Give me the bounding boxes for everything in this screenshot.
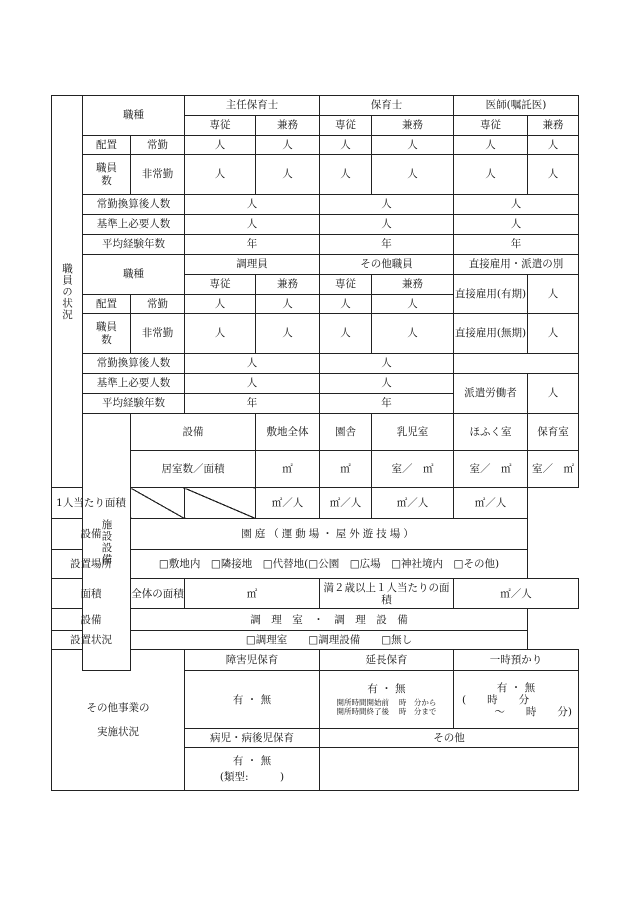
- fulltime-label: 常勤: [131, 295, 185, 314]
- required-label: 基準上必要人数: [83, 215, 185, 235]
- col-building: 園舎: [320, 414, 372, 451]
- fte-field[interactable]: 人: [320, 354, 454, 374]
- kitchen-options[interactable]: □調理室 □調理設備 □無し: [131, 631, 528, 650]
- sub-dedicated: 専従: [320, 275, 372, 295]
- fulltime-field[interactable]: 人: [372, 136, 454, 155]
- experience-label: 平均経験年数: [83, 394, 185, 414]
- location-label: 設置場所: [52, 550, 131, 579]
- na-cell: [131, 488, 185, 519]
- sub-dedicated: 専従: [185, 116, 256, 136]
- fulltime-field[interactable]: 人: [185, 136, 256, 155]
- disabled-care-head: 障害児保育: [185, 650, 320, 671]
- parttime-field[interactable]: 人: [185, 155, 256, 195]
- sub-dedicated: 専従: [320, 116, 372, 136]
- dispatch-label: 派遣労働者: [454, 374, 528, 414]
- sick-child-care-head: 病児・病後児保育: [185, 729, 320, 748]
- job-type-header-2: 職種: [83, 255, 185, 295]
- facility-section-label: 施設設備: [83, 414, 131, 671]
- parttime-field[interactable]: 人: [320, 155, 372, 195]
- temporary-care-field[interactable]: 有 ・ 無 ( 時 分 〜 時 分): [454, 671, 579, 729]
- sub-concurrent: 兼務: [372, 275, 454, 295]
- fte-field[interactable]: 人: [185, 354, 320, 374]
- sub-concurrent: 兼務: [256, 275, 320, 295]
- direct-permanent-label: 直接雇用(無期): [454, 314, 528, 354]
- dispatch-field[interactable]: 人: [528, 374, 579, 414]
- fulltime-field[interactable]: 人: [256, 295, 320, 314]
- experience-field[interactable]: 年: [320, 235, 454, 255]
- required-field[interactable]: 人: [320, 215, 454, 235]
- extended-care-head: 延長保育: [320, 650, 454, 671]
- parttime-label: 非常勤: [131, 155, 185, 195]
- fulltime-field[interactable]: 人: [185, 295, 256, 314]
- fulltime-label: 常勤: [131, 136, 185, 155]
- fulltime-field[interactable]: 人: [454, 136, 528, 155]
- equipment-label: 設備: [52, 519, 131, 550]
- haichi-label: 配置: [83, 136, 131, 155]
- experience-field[interactable]: 年: [454, 235, 579, 255]
- fte-field[interactable]: 人: [320, 195, 454, 215]
- temporary-care-head: 一時預かり: [454, 650, 579, 671]
- rooms-area-label: 居室数／面積: [131, 451, 256, 488]
- fte-field[interactable]: 人: [454, 195, 579, 215]
- staff-count-label: 職員 数: [83, 155, 131, 195]
- crawling-room-field[interactable]: 室／ ㎡: [454, 451, 528, 488]
- location-options[interactable]: □敷地内 □隣接地 □代替地(□公園 □広場 □神社境内 □その他): [131, 550, 528, 579]
- direct-fixed-term-field[interactable]: 人: [528, 275, 579, 314]
- fte-field[interactable]: 人: [185, 195, 320, 215]
- disabled-care-field[interactable]: 有 ・ 無: [185, 671, 320, 729]
- fulltime-field[interactable]: 人: [372, 295, 454, 314]
- required-field[interactable]: 人: [185, 374, 320, 394]
- sub-concurrent: 兼務: [528, 116, 579, 136]
- per-person-field[interactable]: ㎡／人: [454, 488, 528, 519]
- role-head-nursery: 保育士: [320, 96, 454, 116]
- other-head: その他: [320, 729, 579, 748]
- over2-area-field[interactable]: ㎡／人: [454, 579, 579, 609]
- direct-fixed-term-label: 直接雇用(有期): [454, 275, 528, 314]
- per-person-field[interactable]: ㎡／人: [372, 488, 454, 519]
- role-head-other: その他職員: [320, 255, 454, 275]
- col-crawling-room: ほふく室: [454, 414, 528, 451]
- per-person-field[interactable]: ㎡／人: [320, 488, 372, 519]
- garden-title: 園庭（運動場・屋外遊技場）: [131, 519, 528, 550]
- total-area-field[interactable]: ㎡: [185, 579, 320, 609]
- fte-label: 常勤換算後人数: [83, 354, 185, 374]
- experience-field[interactable]: 年: [185, 394, 320, 414]
- fte-label: 常勤換算後人数: [83, 195, 185, 215]
- haichi-label: 配置: [83, 295, 131, 314]
- parttime-field[interactable]: 人: [256, 155, 320, 195]
- site-area-field[interactable]: ㎡: [256, 451, 320, 488]
- sick-child-care-field[interactable]: 有 ・ 無 (類型: ): [185, 748, 320, 791]
- other-field[interactable]: [320, 748, 579, 791]
- total-area-label: 全体の面積: [131, 579, 185, 609]
- col-site: 敷地全体: [256, 414, 320, 451]
- role-head-cook: 調理員: [185, 255, 320, 275]
- sub-dedicated: 専従: [454, 116, 528, 136]
- per-person-field[interactable]: ㎡／人: [256, 488, 320, 519]
- job-type-header: 職種: [83, 96, 185, 136]
- required-label: 基準上必要人数: [83, 374, 185, 394]
- per-person-label: 1人当たり面積: [52, 488, 131, 519]
- kitchen-title: 調 理 室 ・ 調 理 設 備: [131, 609, 528, 631]
- col-nursery-room: 保育室: [528, 414, 579, 451]
- role-head-doctor: 医師(嘱託医): [454, 96, 579, 116]
- fulltime-field[interactable]: 人: [256, 136, 320, 155]
- role-head-employment: 直接雇用・派遣の別: [454, 255, 579, 275]
- sub-concurrent: 兼務: [372, 116, 454, 136]
- sub-concurrent: 兼務: [256, 116, 320, 136]
- blank-cell: [454, 354, 579, 374]
- parttime-field[interactable]: 人: [372, 314, 454, 354]
- fulltime-field[interactable]: 人: [320, 295, 372, 314]
- equipment-label: 設備: [52, 609, 131, 631]
- role-head-chief: 主任保育士: [185, 96, 320, 116]
- other-business-label: その他事業の 実施状況: [52, 650, 185, 791]
- parttime-field[interactable]: 人: [528, 155, 579, 195]
- infant-room-field[interactable]: 室／ ㎡: [372, 451, 454, 488]
- fulltime-field[interactable]: 人: [528, 136, 579, 155]
- parttime-field[interactable]: 人: [185, 314, 256, 354]
- staff-count-label: 職員 数: [83, 314, 131, 354]
- sub-dedicated: 専従: [185, 275, 256, 295]
- parttime-label: 非常勤: [131, 314, 185, 354]
- installation-label: 設置状況: [52, 631, 131, 650]
- area-label: 面積: [52, 579, 131, 609]
- direct-permanent-field[interactable]: 人: [528, 314, 579, 354]
- experience-field[interactable]: 年: [320, 394, 454, 414]
- required-field[interactable]: 人: [454, 215, 579, 235]
- staff-section-label: 職員の状況: [52, 96, 83, 488]
- experience-field[interactable]: 年: [185, 235, 320, 255]
- required-field[interactable]: 人: [320, 374, 454, 394]
- parttime-field[interactable]: 人: [320, 314, 372, 354]
- required-field[interactable]: 人: [185, 215, 320, 235]
- over2-area-label: 満２歳以上１人当たりの面積: [320, 579, 454, 609]
- equipment-label: 設備: [131, 414, 256, 451]
- parttime-field[interactable]: 人: [256, 314, 320, 354]
- building-area-field[interactable]: ㎡: [320, 451, 372, 488]
- experience-label: 平均経験年数: [83, 235, 185, 255]
- na-cell: [185, 488, 256, 519]
- col-infant-room: 乳児室: [372, 414, 454, 451]
- parttime-field[interactable]: 人: [454, 155, 528, 195]
- extended-care-field[interactable]: 有 ・ 無 開所時間開始前 時 分から 開所時間終了後 時 分まで: [320, 671, 454, 729]
- fulltime-field[interactable]: 人: [320, 136, 372, 155]
- parttime-field[interactable]: 人: [372, 155, 454, 195]
- nursery-room-field[interactable]: 室／ ㎡: [528, 451, 579, 488]
- report-form-table: [51, 95, 579, 791]
